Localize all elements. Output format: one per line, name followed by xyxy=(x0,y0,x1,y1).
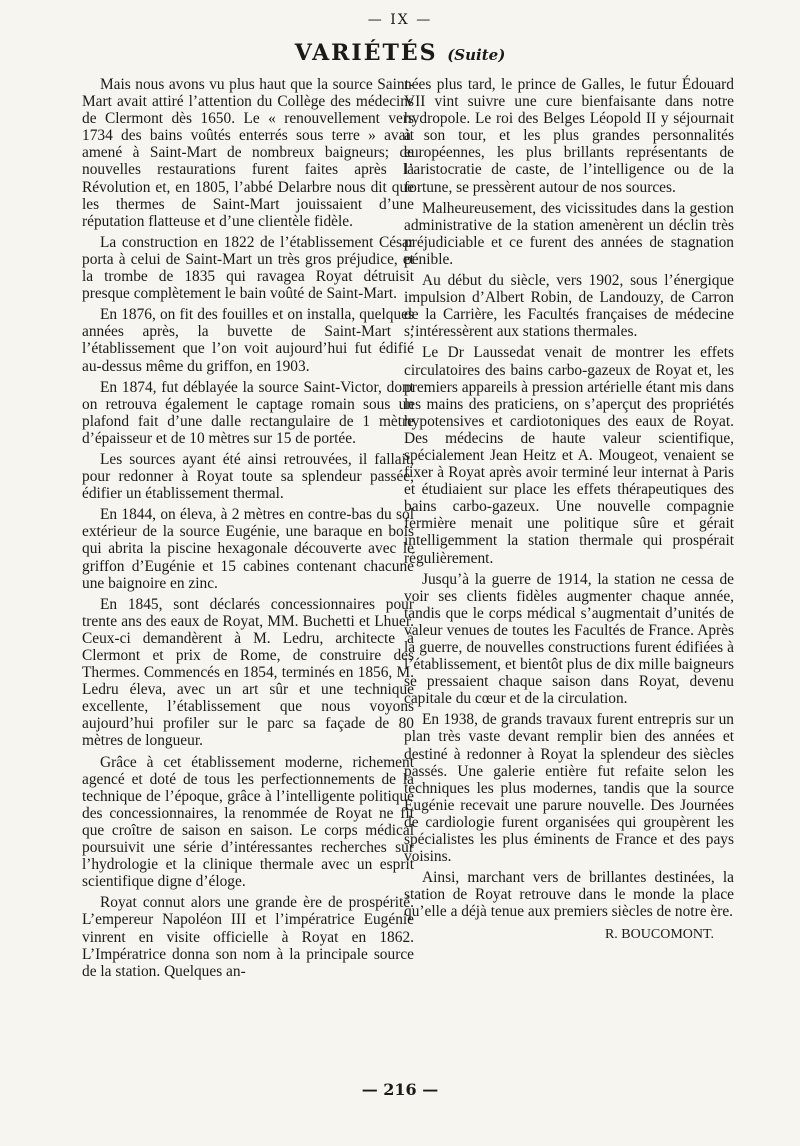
paragraph: Ainsi, marchant vers de brillantes destinées, la station de Royat retrouve dans le monde la place qu’elle a déjà tenue aux premiers siècles de notre ère. xyxy=(404,869,734,921)
paragraph-continued: nées plus tard, le prince de Galles, le futur Édouard VII vint suivre une cure bienfaisante dans notre hydropole. Le roi des Belges Léopold II y séjournait à son tour, et les plus grandes personnalités européennes, les plus brillants représentants de l’aristocratie de caste, de l’intelligence ou de la fortune, se pressèrent autour de nos sources. xyxy=(404,76,734,196)
paragraph: Royat connut alors une grande ère de prospérité. L’empereur Napoléon III et l’impératrice Eugénie vinrent en visite officielle à Royat en 1862. L’Impératrice donna son nom à la principale source de la station. Quelques an- xyxy=(82,894,414,980)
paragraph: La construction en 1822 de l’établissement César porta à celui de Saint-Mart un très gros préjudice, et la trombe de 1835 qui ravagea Royat détruisit presque complètement le bain voûté de Saint-Mart. xyxy=(82,233,414,303)
paragraph: Les sources ayant été ainsi retrouvées, il fallait, pour redonner à Royat toute sa splendeur passée, édifier un établissement thermal. xyxy=(82,450,414,503)
paragraph: Au début du siècle, vers 1902, sous l’énergique impulsion d’Albert Robin, de Landouzy, de Carron de la Carrière, les Facultés françaises de médecine s’intéressèrent aux stations thermales. xyxy=(404,272,734,341)
section-subtitle: (Suite) xyxy=(447,46,506,64)
paragraph: Le Dr Laussedat venait de montrer les effets circulatoires des bains carbo-gazeux de Royat et, les premiers appareils à pression artérielle étant mis dans les mains des praticiens, on s’aperçut des propriétés hypotensives et cardiotoniques des eaux de Royat. Des médecins de haute valeur scientifique, spécialement Jean Heitz et A. Mougeot, venaient se fixer à Royat après avoir terminé leur internat à Paris et étudiaient sur place les effets thérapeutiques des bains carbo-gazeux. Une nouvelle compagnie fermière menait une politique sûre et gérait intelligemment la station thermale qui prospérait régulièrement. xyxy=(404,344,734,567)
paragraph: En 1876, on fit des fouilles et on installa, quelques années après, la buvette de Saint-Mart ; l’établissement que l’on voit aujourd’hui fut édifié au-dessus même du griffon, en 1903. xyxy=(82,306,414,375)
section-title: VARIÉTÉS xyxy=(294,40,438,66)
paragraph: Mais nous avons vu plus haut que la source Saint-Mart avait attiré l’attention du Collège des médecins de Clermont dès 1650. Le « renouvellement vers 1734 des bains voûtés enterrés sous terre » avait amené à Saint-Mart de nombreux baigneurs; de nouvelles restaurations furent faites après la Révolution et, en 1805, l’abbé Delarbre nous dit que les thermes de Saint-Mart jouissaient d’une réputation flatteuse et d’une clientèle fidèle. xyxy=(82,76,414,230)
paragraph: En 1938, de grands travaux furent entrepris sur un plan très vaste devant remplir bien des années et destiné à redonner à Royat la splendeur des siècles passés. Une galerie entière fut refaite selon les techniques les plus modernes, tandis que la source Eugénie recevait une parure nouvelle. Des Journées de cardiologie furent organisées qui groupèrent les spécialistes les plus éminents de France et des pays voisins. xyxy=(404,711,734,866)
paragraph: Malheureusement, des vicissitudes dans la gestion administrative de la station amenèrent un déclin très préjudiciable et ce furent des années de stagnation pénible. xyxy=(404,199,734,268)
paragraph: Grâce à cet établissement moderne, richement agencé et doté de tous les perfectionnements de la technique de l’époque, grâce à l’intelligente politique des concessionnaires, la renommée de Royat ne fit que croître de saison en saison. Le corps médical poursuivit une série d’intéressantes recherches sur l’hydrologie et la clinique thermale avec un esprit scientifique digne d’éloge. xyxy=(82,753,414,891)
paragraph: En 1844, on éleva, à 2 mètres en contre-bas du sol extérieur de la source Eugénie, une baraque en bois qui abrita la piscine hexagonale découverte avec le griffon d’Eugénie et 15 cabines contenant chacune une baignoire en zinc. xyxy=(82,506,414,592)
left-column xyxy=(82,76,414,984)
paragraph: Jusqu’à la guerre de 1914, la station ne cessa de voir ses clients fidèles augmenter chaque année, tandis que le corps médical s’augmentait d’unités de valeur venues de toutes les Facultés de France. Après la guerre, de nouvelles constructions furent édifiées à l’établissement, et bientôt plus de dix mille baigneurs se pressaient chaque saison dans Royat, devenu capitale du cœur et de la circulation. xyxy=(404,570,734,708)
roman-page-number: — IX — xyxy=(367,12,433,28)
right-column xyxy=(404,76,734,947)
section-heading xyxy=(0,40,800,66)
page-number: — 216 — xyxy=(361,1080,439,1099)
author-signature: R. BOUCOMONT. xyxy=(604,926,714,942)
paragraph: En 1874, fut déblayée la source Saint-Victor, dont on retrouva également le captage romain sous un plafond fait d’une dalle rectangulaire de 1 mètre d’épaisseur et de 10 mètres sur 15 de portée. xyxy=(82,378,414,447)
paragraph: En 1845, sont déclarés concessionnaires pour trente ans des eaux de Royat, MM. Buchetti et Lhuer. Ceux-ci demandèrent à M. Ledru, architecte à Clermont et prix de Rome, de construire des Thermes. Commencés en 1854, terminés en 1856, M. Ledru éleva, avec un art sûr et une technique excellente, l’établissement que nous voyons aujourd’hui profiler sur le parc sa façade de 80 mètres de longueur. xyxy=(82,595,414,750)
